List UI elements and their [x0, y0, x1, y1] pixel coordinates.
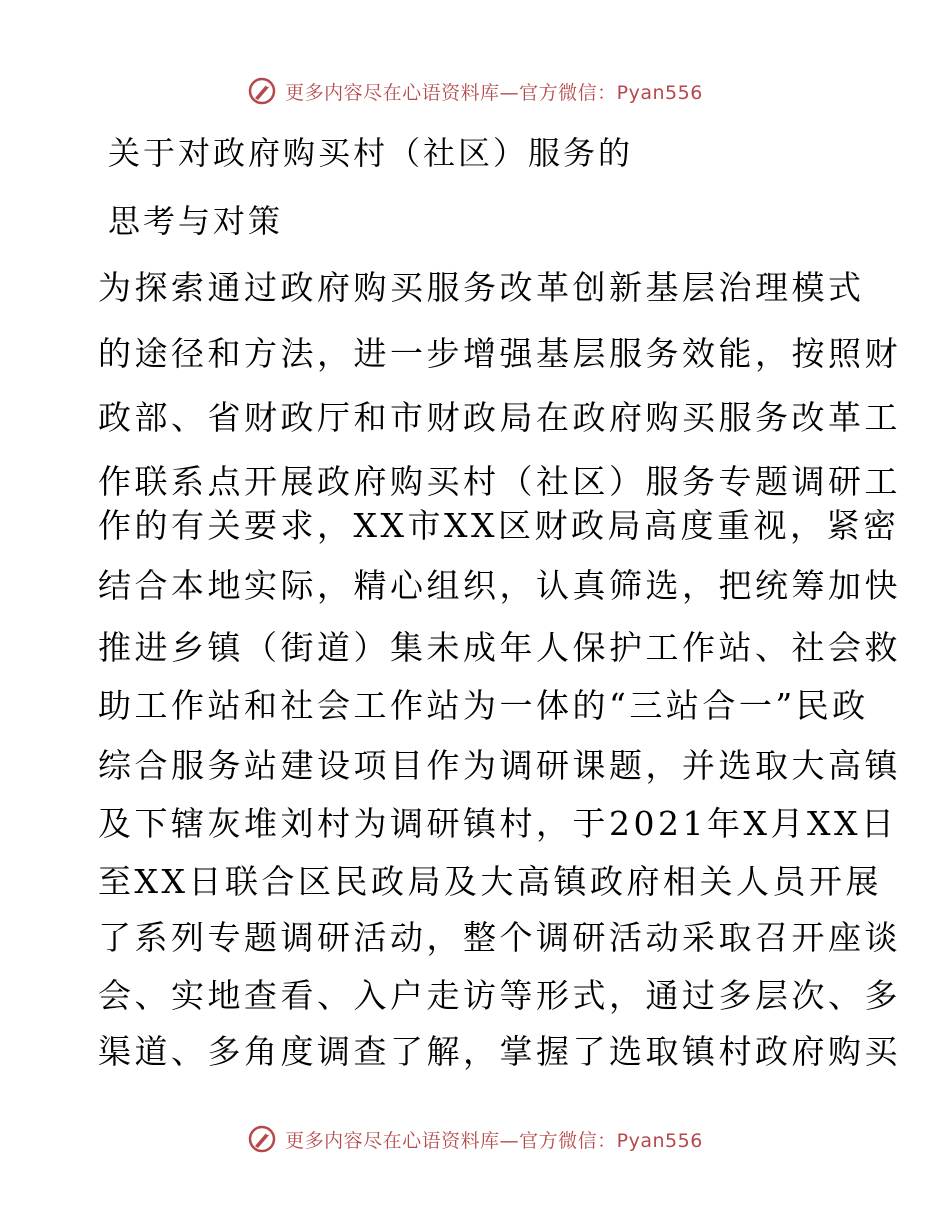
document-title-line-1: 关于对政府购买村（社区）服务的: [108, 134, 634, 172]
watermark-text: 更多内容尽在心语资料库—官方微信：Pyan556: [285, 1129, 703, 1152]
body-text-line: 至XX日联合区民政局及大高镇政府相关人员开展: [98, 862, 882, 901]
body-text-line: 作联系点开展政府购买村（社区）服务专题调研工: [98, 462, 901, 501]
header-watermark: [0, 76, 950, 106]
quill-logo-icon: [247, 76, 277, 106]
watermark-text: 更多内容尽在心语资料库—官方微信：Pyan556: [285, 81, 703, 104]
quill-logo-icon: [247, 1124, 277, 1154]
body-text-line: 助工作站和社会工作站为一体的“三站合一”民政: [98, 686, 869, 725]
body-text-line: 政部、省财政厅和市财政局在政府购买服务改革工: [98, 398, 901, 437]
body-text-line: 推进乡镇（街道）集未成年人保护工作站、社会救: [98, 628, 901, 667]
body-text-line: 综合服务站建设项目作为调研课题，并选取大高镇: [98, 746, 901, 785]
body-text-line: 及下辖灰堆刘村为调研镇村，于2021年X月XX日: [98, 804, 898, 843]
body-text-line: 的途径和方法，进一步增强基层服务效能，按照财: [98, 334, 901, 373]
body-text-line: 了系列专题调研活动，整个调研活动采取召开座谈: [98, 918, 901, 957]
body-text-line: 作的有关要求，XX市XX区财政局高度重视，紧密: [98, 506, 900, 545]
footer-watermark: [0, 1124, 950, 1154]
body-text-line: 为探索通过政府购买服务改革创新基层治理模式: [98, 268, 865, 307]
document-title-line-2: 思考与对策: [108, 202, 284, 240]
body-text-line: 结合本地实际，精心组织，认真筛选，把统筹加快: [98, 566, 901, 605]
body-text-line: 渠道、多角度调查了解，掌握了选取镇村政府购买: [98, 1032, 901, 1071]
body-text-line: 会、实地查看、入户走访等形式，通过多层次、多: [98, 976, 901, 1015]
